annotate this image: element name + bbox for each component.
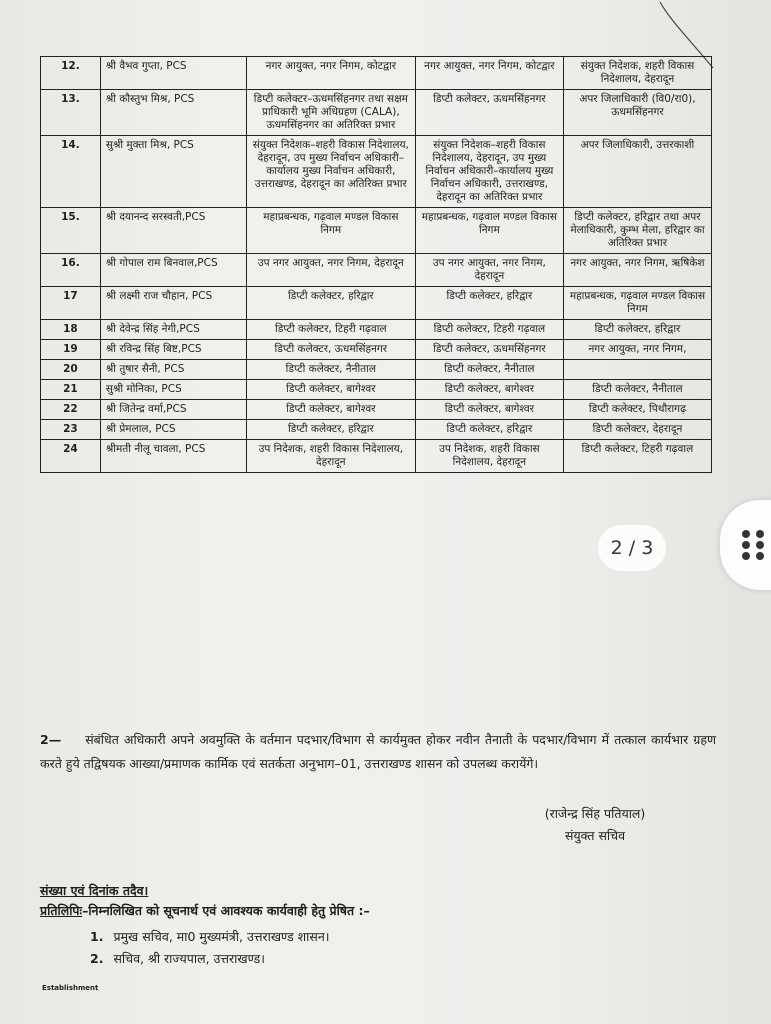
officer-name: श्री वैभव गुप्ता, PCS (100, 57, 246, 90)
current-post: डिप्टी कलेक्टर, ऊधमसिंहनगर (246, 340, 415, 360)
serial-number: 16. (41, 254, 101, 287)
new-posting: डिप्टी कलेक्टर, पिथौरागढ़ (563, 400, 711, 420)
current-post: डिप्टी कलेक्टर, बागेश्वर (246, 400, 415, 420)
new-posting: डिप्टी कलेक्टर, नैनीताल (563, 380, 711, 400)
relieved-post: महाप्रबन्धक, गढ़वाल मण्डल विकास निगम (415, 208, 563, 254)
officer-name: श्री लक्ष्मी राज चौहान, PCS (100, 287, 246, 320)
serial-number: 19 (41, 340, 101, 360)
reference-number: संख्या एवं दिनांक तदैव। (40, 883, 149, 898)
officer-name: श्री प्रेमलाल, PCS (100, 420, 246, 440)
serial-number: 15. (41, 208, 101, 254)
relieved-post: डिप्टी कलेक्टर, बागेश्वर (415, 400, 563, 420)
officer-name: श्री देवेन्द्र सिंह नेगी,PCS (100, 320, 246, 340)
serial-number: 12. (41, 57, 101, 90)
table-row (41, 380, 712, 400)
new-posting: डिप्टी कलेक्टर, देहरादून (563, 420, 711, 440)
transfer-table (40, 56, 712, 473)
new-posting: अपर जिलाधिकारी (वि0/रा0), ऊधमसिंहनगर (563, 90, 711, 136)
relieved-post: डिप्टी कलेक्टर, ऊधमसिंहनगर (415, 340, 563, 360)
current-post: महाप्रबन्धक, गढ़वाल मण्डल विकास निगम (246, 208, 415, 254)
relieved-post: डिप्टी कलेक्टर, नैनीताल (415, 360, 563, 380)
signature-block (520, 803, 670, 847)
serial-number: 14. (41, 136, 101, 208)
new-posting: डिप्टी कलेक्टर, हरिद्वार तथा अपर मेलाधिकारी, कुम्भ मेला, हरिद्वार का अतिरिक्त प्रभार (563, 208, 711, 254)
serial-number: 20 (41, 360, 101, 380)
table-row (41, 440, 712, 473)
officer-name: श्री रविन्द्र सिंह बिष्ट,PCS (100, 340, 246, 360)
serial-number: 13. (41, 90, 101, 136)
serial-number: 18 (41, 320, 101, 340)
instruction-paragraph (40, 728, 716, 776)
new-posting: महाप्रबन्धक, गढ़वाल मण्डल विकास निगम (563, 287, 711, 320)
relieved-post: डिप्टी कलेक्टर, बागेश्वर (415, 380, 563, 400)
table-row (41, 320, 712, 340)
cc-item: 2. सचिव, श्री राज्यपाल, उत्तराखण्ड। (90, 951, 265, 966)
new-posting: नगर आयुक्त, नगर निगम, ऋषिकेश (563, 254, 711, 287)
officer-name: श्री तुषार सैनी, PCS (100, 360, 246, 380)
officer-name: सुश्री मोनिका, PCS (100, 380, 246, 400)
cc-list (90, 926, 330, 970)
signatory-designation: संयुक्त सचिव (564, 828, 626, 843)
serial-number: 17 (41, 287, 101, 320)
serial-number: 21 (41, 380, 101, 400)
relieved-post: नगर आयुक्त, नगर निगम, कोटद्वार (415, 57, 563, 90)
officer-name: श्री गोपाल राम बिनवाल,PCS (100, 254, 246, 287)
cc-text: –निम्नलिखित को सूचनार्थ एवं आवश्यक कार्यवाही हेतु प्रेषित :– (82, 903, 370, 918)
relieved-post: डिप्टी कलेक्टर, ऊधमसिंहनगर (415, 90, 563, 136)
relieved-post: उप निदेशक, शहरी विकास निदेशालय, देहरादून (415, 440, 563, 473)
officer-name: श्रीमती नीलू चावला, PCS (100, 440, 246, 473)
relieved-post: उप नगर आयुक्त, नगर निगम, देहरादून (415, 254, 563, 287)
table-row (41, 254, 712, 287)
footer-label: Establishment (42, 984, 99, 992)
current-post: डिप्टी कलेक्टर, टिहरी गढ़वाल (246, 320, 415, 340)
table-row (41, 340, 712, 360)
relieved-post: संयुक्त निदेशक–शहरी विकास निदेशालय, देहरादून, उप मुख्य निर्वाचन अधिकारी–कार्यालय मुख्य निर्वाचन अधिकारी, उत्तराखण्ड, देहरादून का अतिरिक्त प्रभार (415, 136, 563, 208)
table-row (41, 208, 712, 254)
current-post: डिप्टी कलेक्टर, हरिद्वार (246, 420, 415, 440)
new-posting: डिप्टी कलेक्टर, टिहरी गढ़वाल (563, 440, 711, 473)
table-row (41, 90, 712, 136)
serial-number: 23 (41, 420, 101, 440)
table-row (41, 57, 712, 90)
table-row (41, 360, 712, 380)
current-post: डिप्टी कलेक्टर, बागेश्वर (246, 380, 415, 400)
table-row (41, 287, 712, 320)
new-posting (563, 360, 711, 380)
officer-name: श्री कौस्तुभ मिश्र, PCS (100, 90, 246, 136)
table-row (41, 400, 712, 420)
page-indicator: 2 / 3 (598, 525, 666, 571)
table-row (41, 136, 712, 208)
officer-name: सुश्री मुक्ता मिश्र, PCS (100, 136, 246, 208)
relieved-post: डिप्टी कलेक्टर, हरिद्वार (415, 287, 563, 320)
reference-block (40, 881, 370, 921)
new-posting: अपर जिलाधिकारी, उत्तरकाशी (563, 136, 711, 208)
current-post: उप निदेशक, शहरी विकास निदेशालय, देहरादून (246, 440, 415, 473)
cc-label: प्रतिलिपिः (40, 903, 83, 918)
current-post: डिप्टी कलेक्टर, हरिद्वार (246, 287, 415, 320)
officer-name: श्री दयानन्द सरस्वती,PCS (100, 208, 246, 254)
new-posting: नगर आयुक्त, नगर निगम, (563, 340, 711, 360)
current-post: डिप्टी कलेक्टर–ऊधमसिंहनगर तथा सक्षम प्राधिकारी भूमि अधिग्रहण (CALA), ऊधमसिंहनगर का अतिरिक्त प्रभार (246, 90, 415, 136)
grid-dots-icon[interactable] (742, 530, 766, 560)
current-post: उप नगर आयुक्त, नगर निगम, देहरादून (246, 254, 415, 287)
table-row (41, 420, 712, 440)
current-post: नगर आयुक्त, नगर निगम, कोटद्वार (246, 57, 415, 90)
cc-item: 1. प्रमुख सचिव, मा0 मुख्यमंत्री, उत्तराखण्ड शासन। (90, 929, 330, 944)
signatory-name: (राजेन्द्र सिंह पतियाल) (544, 806, 646, 821)
serial-number: 24 (41, 440, 101, 473)
serial-number: 22 (41, 400, 101, 420)
new-posting: संयुक्त निदेशक, शहरी विकास निदेशालय, देहरादून (563, 57, 711, 90)
current-post: संयुक्त निदेशक–शहरी विकास निदेशालय, देहरादून, उप मुख्य निर्वाचन अधिकारी–कार्यालय मुख्य निर्वाचन अधिकारी, उत्तराखण्ड, देहरादून का अतिरिक्त प्रभार (246, 136, 415, 208)
officer-name: श्री जितेन्द्र वर्मा,PCS (100, 400, 246, 420)
relieved-post: डिप्टी कलेक्टर, टिहरी गढ़वाल (415, 320, 563, 340)
new-posting: डिप्टी कलेक्टर, हरिद्वार (563, 320, 711, 340)
relieved-post: डिप्टी कलेक्टर, हरिद्वार (415, 420, 563, 440)
current-post: डिप्टी कलेक्टर, नैनीताल (246, 360, 415, 380)
paragraph-number: 2— (40, 732, 62, 747)
paragraph-text: संबंधित अधिकारी अपने अवमुक्ति के वर्तमान पदभार/विभाग से कार्यमुक्त होकर नवीन तैनाती के पदभार/विभाग में तत्काल कार्यभार ग्रहण करते हुये तद्विषयक आख्या/प्रमाणक कार्मिक एवं सतर्कता अनुभाग–01, उत्तराखण्ड शासन को उपलब्ध करायेंगे। (40, 732, 716, 771)
